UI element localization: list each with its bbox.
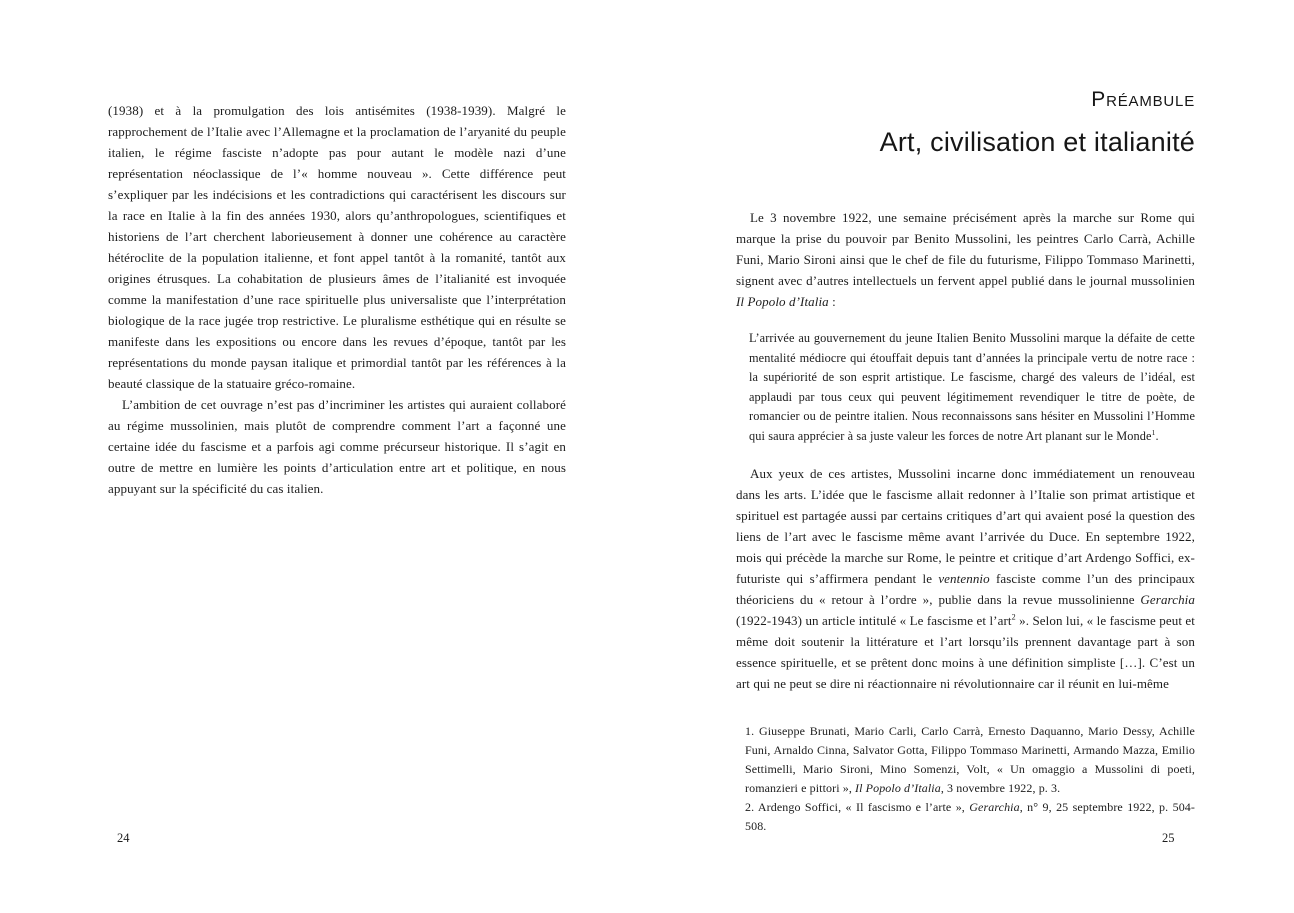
left-page-number: 24 xyxy=(117,831,130,845)
chapter-title: Art, civilisation et italianité xyxy=(879,127,1195,157)
body-paragraph: Aux yeux de ces artistes, Mussolini incarne donc immédiatement un renouveau dans les arts. L’idée que le fascisme allait redonner à l’Italie son primat artistique et spirituel est partagée aussi par certains critiques d’art qui avaient posé la question des liens de l’art avec le fascisme même avant l’arrivée du Duce. En septembre 1922, mois qui précède la marche sur Rome, le peintre et critique d’art Ardengo Soffici, ex-futuriste qui s’affirmera pendant le ventennio fasciste comme l’un des principaux théoriciens du « retour à l’ordre », publie dans la revue mussolinienne Gerarchia (1922-1943) un article intitulé « Le fascisme et l’art$^2$ ». Selon lui, « le fascisme peut et même doit soutenir la littérature et l’art lorsqu’ils prennent davantage part à son essence spirituelle, et se prêtent donc moins à une définition simpliste […]. C’est un art qui ne peut se dire ni réactionnaire ni révolutionnaire car il réunit en lui-même xyxy=(736,466,1196,691)
footnote-2: 2. Ardengo Soffici, « Il fascismo e l’arte », Gerarchia, n° 9, 25 septembre 1922, p. 504-508. xyxy=(745,800,1195,833)
left-page-text-column xyxy=(108,100,566,499)
right-page-number: 25 xyxy=(1162,831,1175,845)
left-page-paragraph-1: (1938) et à la promulgation des lois antisémites (1938-1939). Malgré le rapprochement de l’Italie avec l’Allemagne et la proclamation de l’aryanité du peuple italien, le régime fasciste n’adopte pas pour autant le modèle nazi d’une représentation néoclassique de l’« homme nouveau ». Cette différence peut s’expliquer par les indécisions et les contradictions qui caractérisent les discours sur la race en Italie à la fin des années 1930, alors qu’anthropologues, scientifiques et historiens de l’art cherchent laborieusement à donner une cohérence au caractère hétéroclite de la population italienne, et font appel tantôt à la romanité, tantôt aux origines étrusques. La cohabitation de plusieurs âmes de l’italianité est invoquée comme la manifestation d’une race spirituelle plus universaliste que l’interprétation biologique de la race jugée trop restrictive. Le pluralisme esthétique qui en résulte se manifeste dans les expositions ou encore dans les revues d’époque, tantôt par les représentations du monde paysan italique et primordial tantôt par les références à la beauté classique de la statuaire gréco-romaine. xyxy=(108,103,566,391)
chapter-kicker: Préambule xyxy=(1091,88,1195,111)
left-page-paragraph-2: L’ambition de cet ouvrage n’est pas d’incriminer les artistes qui auraient collaboré au régime mussolinien, mais plutôt de comprendre comment l’art a façonné une certaine idée du fascisme et a parfois agi comme précurseur historique. Il s’agit en outre de mettre en lumière les points d’articulation entre art et politique, en nous appuyant sur la spécificité du cas italien. xyxy=(108,397,566,496)
footnote-1: 1. Giuseppe Brunati, Mario Carli, Carlo Carrà, Ernesto Daquanno, Mario Dessy, Achille Funi, Arnaldo Cinna, Salvator Gotta, Filippo Tommaso Marinetti, Armando Mazza, Emilio Settimelli, Mario Sironi, Mino Somenzi, Volt, « Un omaggio a Mussolini di poeti, romanzieri e pittori », Il Popolo d’Italia, 3 novembre 1922, p. 3. xyxy=(745,724,1195,795)
footnotes-block xyxy=(745,722,1195,836)
intro-paragraph: Le 3 novembre 1922, une semaine précisément après la marche sur Rome qui marque la prise du pouvoir par Benito Mussolini, les peintres Carlo Carrà, Achille Funi, Mario Sironi ainsi que le chef de file du futurisme, Filippo Tommaso Marinetti, signent avec d’autres intellectuels un fervent appel publié dans le journal mussolinien Il Popolo d’Italia : xyxy=(736,210,1195,309)
block-quote: L’arrivée au gouvernement du jeune Italien Benito Mussolini marque la défaite de cette mentalité médiocre qui étouffait depuis tant d’années la principale vertu de notre race : la supériorité de son esprit artistique. Le fascisme, chargé des valeurs de l’idéal, est applaudi par tous ceux qui peuvent légitimement revendiquer le titre de poète, de romancier ou de peintre italien. Nous reconnaissons sans hésiter en Mussolini l’Homme qui saura apprécier à sa juste valeur les forces de notre Art planant sur le Monde$^1$. xyxy=(749,331,1195,443)
right-page-text-column xyxy=(736,88,1195,836)
